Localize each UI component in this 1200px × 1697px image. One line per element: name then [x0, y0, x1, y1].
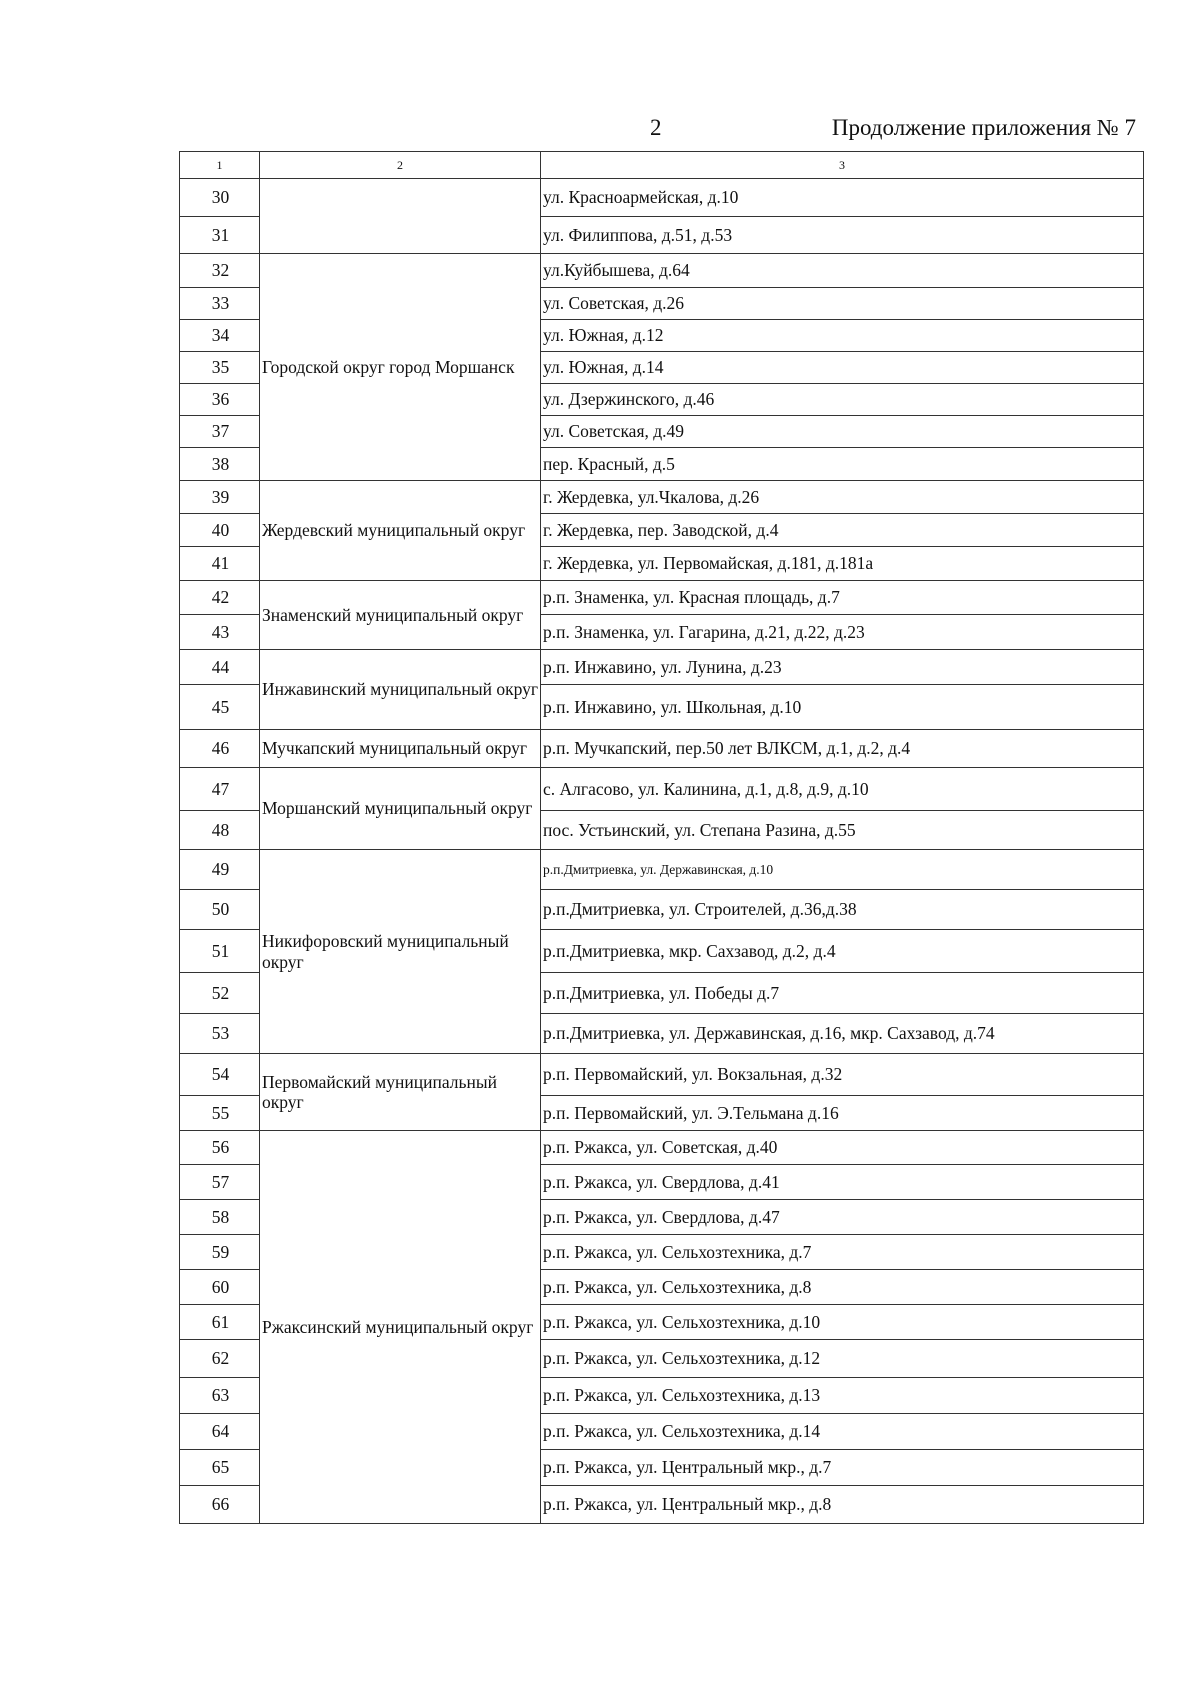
address-cell: р.п. Ржакса, ул. Свердлова, д.41 [541, 1165, 1144, 1200]
address-cell: р.п. Знаменка, ул. Гагарина, д.21, д.22, д.23 [541, 615, 1144, 650]
address-cell: р.п.Дмитриевка, ул. Державинская, д.10 [541, 850, 1144, 890]
address-cell: с. Алгасово, ул. Калинина, д.1, д.8, д.9, д.10 [541, 768, 1144, 811]
table-row [180, 179, 1144, 217]
address-cell: р.п. Ржакса, ул. Сельхозтехника, д.10 [541, 1305, 1144, 1340]
column-header-2: 2 [260, 152, 541, 179]
table-row [180, 581, 1144, 615]
table-row [180, 254, 1144, 288]
address-cell: р.п. Знаменка, ул. Красная площадь, д.7 [541, 581, 1144, 615]
row-number-cell: 48 [180, 811, 260, 850]
column-header-3: 3 [541, 152, 1144, 179]
table-row [180, 650, 1144, 685]
row-number-cell: 35 [180, 352, 260, 384]
address-cell: р.п. Ржакса, ул. Центральный мкр., д.7 [541, 1450, 1144, 1486]
row-number-cell: 30 [180, 179, 260, 217]
address-cell: ул. Советская, д.26 [541, 288, 1144, 320]
table-header-row [180, 152, 1144, 179]
address-cell: ул. Дзержинского, д.46 [541, 384, 1144, 416]
annex-table [179, 151, 1144, 1524]
row-number-cell: 49 [180, 850, 260, 890]
row-number-cell: 39 [180, 481, 260, 514]
address-cell: ул. Южная, д.14 [541, 352, 1144, 384]
address-cell: р.п. Ржакса, ул. Сельхозтехника, д.12 [541, 1340, 1144, 1378]
district-cell [260, 179, 541, 254]
address-cell: р.п. Ржакса, ул. Центральный мкр., д.8 [541, 1486, 1144, 1524]
row-number-cell: 61 [180, 1305, 260, 1340]
table-row [180, 730, 1144, 768]
row-number-cell: 41 [180, 547, 260, 581]
row-number-cell: 42 [180, 581, 260, 615]
district-cell: Городской округ город Моршанск [260, 254, 541, 481]
table-row [180, 768, 1144, 811]
row-number-cell: 64 [180, 1414, 260, 1450]
row-number-cell: 55 [180, 1096, 260, 1131]
row-number-cell: 43 [180, 615, 260, 650]
address-cell: г. Жердевка, ул.Чкалова, д.26 [541, 481, 1144, 514]
district-cell: Никифоровский муниципальный округ [260, 850, 541, 1054]
address-cell: р.п. Ржакса, ул. Свердлова, д.47 [541, 1200, 1144, 1235]
address-cell: р.п. Инжавино, ул. Лунина, д.23 [541, 650, 1144, 685]
address-cell: р.п.Дмитриевка, ул. Строителей, д.36,д.38 [541, 890, 1144, 930]
row-number-cell: 46 [180, 730, 260, 768]
row-number-cell: 38 [180, 448, 260, 481]
row-number-cell: 56 [180, 1131, 260, 1165]
address-cell: ул. Красноармейская, д.10 [541, 179, 1144, 217]
address-cell: р.п. Первомайский, ул. Э.Тельмана д.16 [541, 1096, 1144, 1131]
address-cell: ул. Филиппова, д.51, д.53 [541, 217, 1144, 254]
row-number-cell: 58 [180, 1200, 260, 1235]
row-number-cell: 31 [180, 217, 260, 254]
address-cell: р.п. Ржакса, ул. Сельхозтехника, д.7 [541, 1235, 1144, 1270]
address-cell: ул. Советская, д.49 [541, 416, 1144, 448]
row-number-cell: 50 [180, 890, 260, 930]
column-header-1: 1 [180, 152, 260, 179]
row-number-cell: 45 [180, 685, 260, 730]
row-number-cell: 44 [180, 650, 260, 685]
row-number-cell: 34 [180, 320, 260, 352]
row-number-cell: 52 [180, 973, 260, 1014]
row-number-cell: 32 [180, 254, 260, 288]
table-body [180, 179, 1144, 1524]
row-number-cell: 36 [180, 384, 260, 416]
row-number-cell: 63 [180, 1378, 260, 1414]
row-number-cell: 57 [180, 1165, 260, 1200]
annex-continuation-title: Продолжение приложения № 7 [831, 115, 1136, 140]
district-cell: Жердевский муниципальный округ [260, 481, 541, 581]
address-cell: р.п.Дмитриевка, мкр. Сахзавод, д.2, д.4 [541, 930, 1144, 973]
address-cell: р.п. Ржакса, ул. Сельхозтехника, д.13 [541, 1378, 1144, 1414]
table-row [180, 1131, 1144, 1165]
district-cell: Мучкапский муниципальный округ [260, 730, 541, 768]
row-number-cell: 53 [180, 1014, 260, 1054]
row-number-cell: 59 [180, 1235, 260, 1270]
row-number-cell: 40 [180, 514, 260, 547]
row-number-cell: 51 [180, 930, 260, 973]
district-cell: Инжавинский муниципальный округ [260, 650, 541, 730]
row-number-cell: 62 [180, 1340, 260, 1378]
address-cell: р.п. Ржакса, ул. Советская, д.40 [541, 1131, 1144, 1165]
table-header [180, 152, 1144, 179]
address-cell: пос. Устьинский, ул. Степана Разина, д.55 [541, 811, 1144, 850]
row-number-cell: 37 [180, 416, 260, 448]
district-cell: Ржаксинский муниципальный округ [260, 1131, 541, 1524]
district-cell: Знаменский муниципальный округ [260, 581, 541, 650]
row-number-cell: 65 [180, 1450, 260, 1486]
page-number: 2 [650, 115, 662, 140]
address-cell: ул.Куйбышева, д.64 [541, 254, 1144, 288]
table-row [180, 1054, 1144, 1096]
table-row [180, 850, 1144, 890]
address-cell: р.п.Дмитриевка, ул. Победы д.7 [541, 973, 1144, 1014]
address-cell: р.п. Ржакса, ул. Сельхозтехника, д.14 [541, 1414, 1144, 1450]
row-number-cell: 47 [180, 768, 260, 811]
address-cell: р.п. Мучкапский, пер.50 лет ВЛКСМ, д.1, д.2, д.4 [541, 730, 1144, 768]
address-cell: г. Жердевка, пер. Заводской, д.4 [541, 514, 1144, 547]
address-cell: пер. Красный, д.5 [541, 448, 1144, 481]
row-number-cell: 60 [180, 1270, 260, 1305]
address-cell: р.п. Ржакса, ул. Сельхозтехника, д.8 [541, 1270, 1144, 1305]
row-number-cell: 33 [180, 288, 260, 320]
address-cell: г. Жердевка, ул. Первомайская, д.181, д.181а [541, 547, 1144, 581]
row-number-cell: 66 [180, 1486, 260, 1524]
address-cell: р.п. Первомайский, ул. Вокзальная, д.32 [541, 1054, 1144, 1096]
table-row [180, 481, 1144, 514]
district-cell: Моршанский муниципальный округ [260, 768, 541, 850]
district-cell: Первомайский муниципальный округ [260, 1054, 541, 1131]
address-cell: ул. Южная, д.12 [541, 320, 1144, 352]
row-number-cell: 54 [180, 1054, 260, 1096]
address-cell: р.п.Дмитриевка, ул. Державинская, д.16, мкр. Сахзавод, д.74 [541, 1014, 1144, 1054]
address-cell: р.п. Инжавино, ул. Школьная, д.10 [541, 685, 1144, 730]
